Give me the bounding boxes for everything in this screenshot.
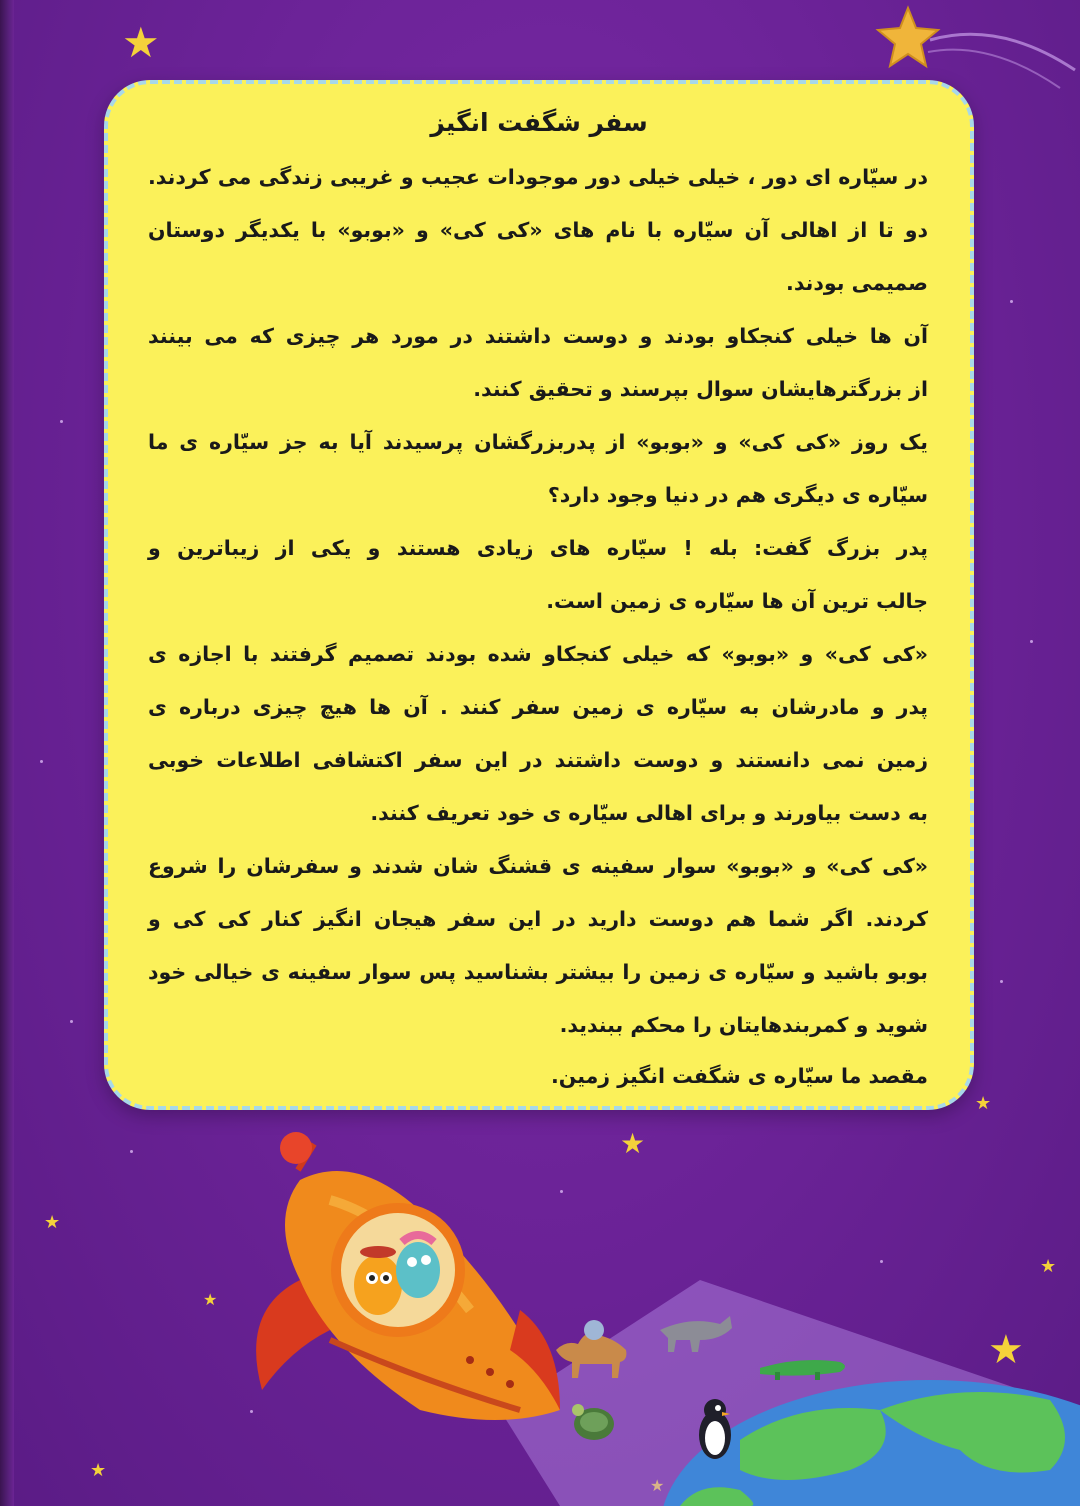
story-line: جالب ترین آن ها سیّاره ی زمین است. (546, 589, 928, 613)
story-line: زمین نمی دانستند و دوست داشتند در این سفر اکتشافی اطلاعات خوبی (148, 748, 928, 772)
story-line: به دست بیاورند و برای اهالی سیّاره ی خود تعریف کنند. (370, 801, 928, 825)
space-dot (1010, 300, 1013, 303)
space-dot (1030, 640, 1033, 643)
space-dot (60, 420, 63, 423)
star-icon: ★ (90, 1460, 107, 1481)
space-dot (40, 760, 43, 763)
story-line: «کی کی» و «بوبو» سوار سفینه ی قشنگ شان شدند و سفرشان را شروع (148, 854, 928, 878)
story-line: در سیّاره ای دور ، خیلی خیلی دور موجودات عجیب و غریبی زندگی می کردند. (148, 165, 928, 189)
story-line: «کی کی» و «بوبو» که خیلی کنجکاو شده بودند تصمیم گرفتند با اجازه ی (148, 642, 928, 666)
star-icon: ★ (203, 1290, 218, 1309)
story-line: سیّاره ی دیگری هم در دنیا وجود دارد؟ (547, 483, 928, 507)
story-line: یک روز «کی کی» و «بوبو» از پدربزرگشان پرسیدند آیا به جز سیّاره ی ما (148, 430, 928, 454)
story-line: شوید و کمربندهایتان را محکم ببندید. (559, 1013, 928, 1037)
space-dot (1000, 980, 1003, 983)
story-title: سفر شگفت انگیز (430, 108, 648, 137)
story-line: آن ها خیلی کنجکاو بودند و دوست داشتند در مورد هر چیزی که می بینند (148, 324, 928, 348)
star-icon: ★ (975, 1093, 992, 1114)
star-icon: ★ (650, 1476, 665, 1495)
star-icon: ★ (1040, 1256, 1057, 1277)
star-icon: ★ (44, 1212, 61, 1233)
story-line: پدر بزرگ گفت: بله ! سیّاره های زیادی هستند و یکی از زیباترین و (148, 536, 928, 560)
rocket-icon (256, 1132, 560, 1420)
story-line: از بزرگترهایشان سوال بپرسند و تحقیق کنند. (473, 377, 928, 401)
star-icon: ★ (620, 1127, 646, 1160)
story-line: پدر و مادرشان به سیّاره ی زمین سفر کنند . آن ها هیچ چیزی درباره ی (148, 695, 928, 719)
rocket-scene (0, 1110, 1080, 1506)
story-line: بوبو باشید و سیّاره ی زمین را بیشتر بشناسید پس سوار سفینه ی خیالی خود (148, 960, 928, 984)
story-line: مقصد ما سیّاره ی شگفت انگیز زمین. (550, 1064, 928, 1088)
story-line: دو تا از اهالی آن سیّاره با نام های «کی کی» و «بوبو» با یکدیگر دوستان (148, 218, 928, 242)
star-icon: ★ (988, 1327, 1024, 1373)
story-line: صمیمی بودند. (786, 271, 928, 295)
story-line: کردند. اگر شما هم دوست دارید در این سفر هیجان انگیز کنار کی کی و (148, 907, 928, 931)
space-dot (70, 1020, 73, 1023)
star-icon: ★ (122, 18, 160, 67)
